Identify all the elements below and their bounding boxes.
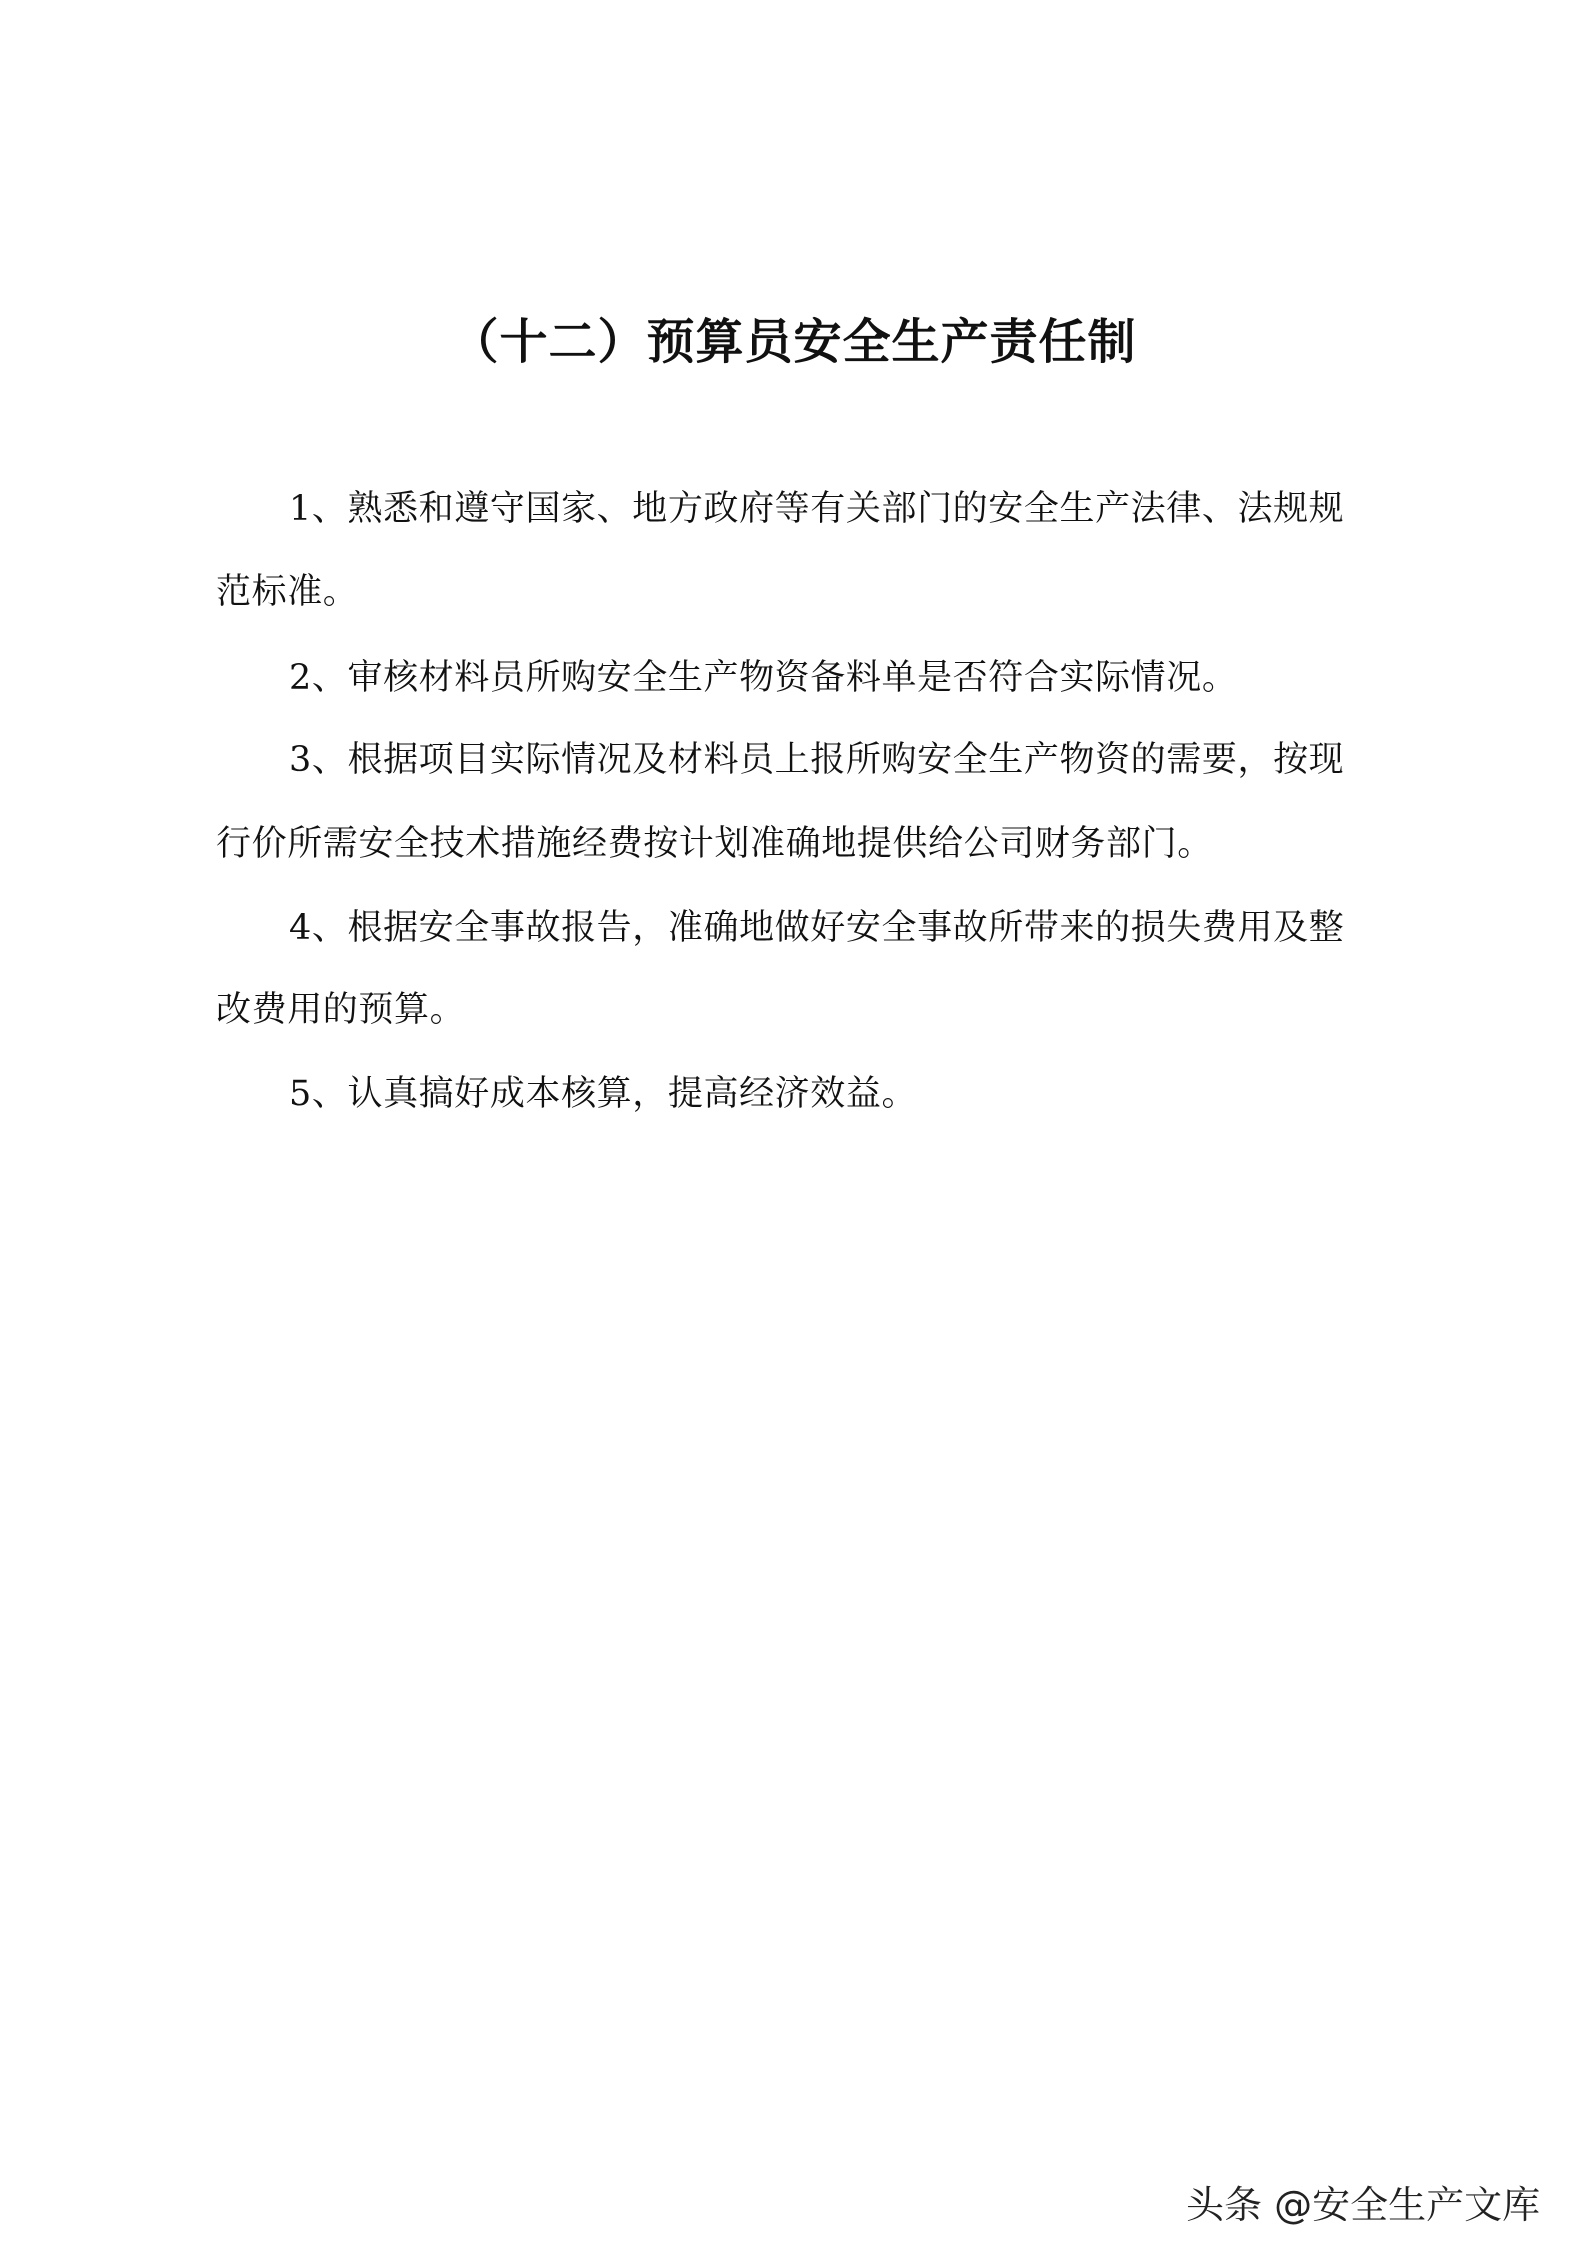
paragraph-line: 改费用的预算。 — [216, 990, 466, 1030]
paragraph-line: 4、根据安全事故报告，准确地做好安全事故所带来的损失费用及整 — [289, 908, 1345, 948]
watermark: 头条 @安全生产文库 — [1186, 2183, 1541, 2227]
paragraph-line: 范标准。 — [216, 572, 359, 612]
document-title: （十二）预算员安全生产责任制 — [450, 314, 1137, 370]
paragraph-line: 2、审核材料员所购安全生产物资备料单是否符合实际情况。 — [289, 658, 1238, 698]
paragraph-line: 1、熟悉和遵守国家、地方政府等有关部门的安全生产法律、法规规 — [289, 489, 1345, 529]
paragraph-line: 5、认真搞好成本核算，提高经济效益。 — [289, 1074, 918, 1114]
paragraph-line: 3、根据项目实际情况及材料员上报所购安全生产物资的需要，按现 — [289, 740, 1345, 780]
paragraph-line: 行价所需安全技术措施经费按计划准确地提供给公司财务部门。 — [216, 824, 1213, 864]
